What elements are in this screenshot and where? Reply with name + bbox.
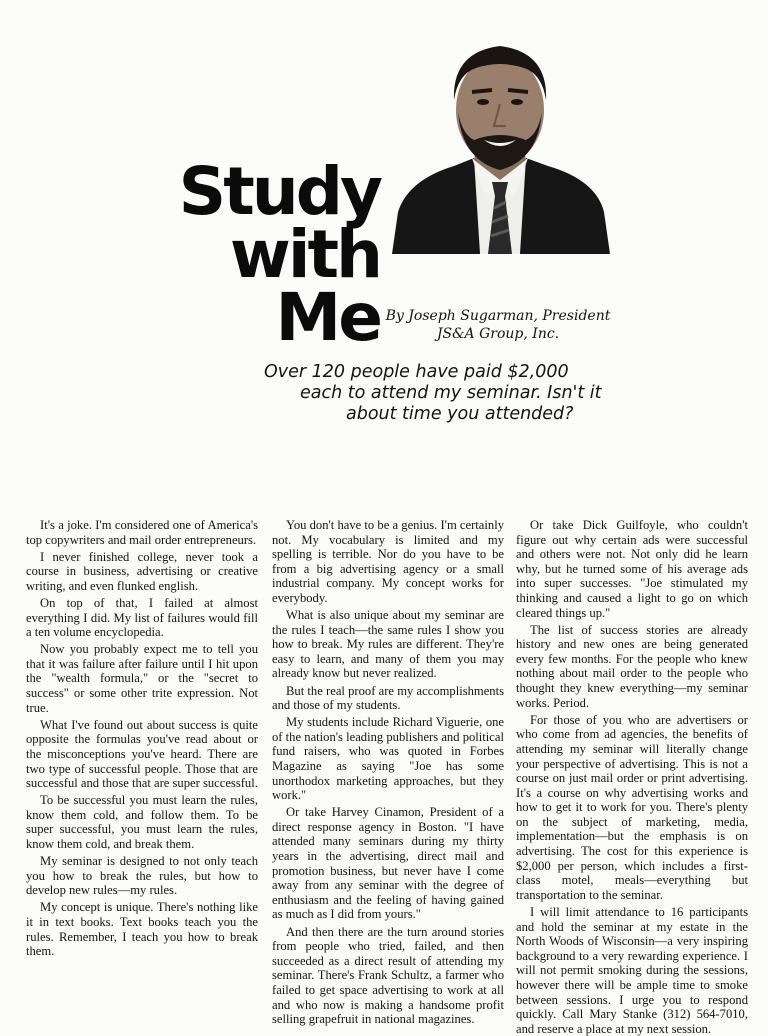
paragraph: But the real proof are my accomplishments and those of my students. xyxy=(272,683,504,713)
paragraph: I never finished college, never took a course in business, advertising or creative writing, and even flunked english. xyxy=(26,549,258,593)
paragraph: To be successful you must learn the rules, know them cold, and follow them. To be super successful, you must learn the rules, know them cold, and break them. xyxy=(26,793,258,851)
headline-line-1: Study xyxy=(178,153,380,230)
portrait-photo-icon xyxy=(392,30,610,254)
subheadline-line-3: about time you attended? xyxy=(346,404,574,424)
paragraph: It's a joke. I'm considered one of America's top copywriters and mail order entrepreneurs. xyxy=(26,518,258,547)
subheadline xyxy=(250,362,630,425)
paragraph: You don't have to be a genius. I'm certainly not. My vocabulary is limited and my spelling is terrible. Nor do you have to be from a big advertising agency or a small industrial company. My concept works for everybody. xyxy=(272,518,504,605)
paragraph: Or take Harvey Cinamon, President of a direct response agency in Boston. "I have attended many seminars during my thirty years in the advertising, direct mail and promotion business, but never have I come away from any seminar with the degree of enthusiasm and the feeling of having gained as much as I did from yours." xyxy=(272,805,504,922)
paragraph: The list of success stories are already history and new ones are being generated every few months. For the people who knew nothing about mail order to the people who thought they knew everything—my seminar works. Period. xyxy=(516,622,748,710)
paragraph: And then there are the turn around stories from people who tried, failed, and then succeeded as a direct result of attending my seminar. There's Frank Schultz, a farmer who failed to get space advertising to work at all and who now is making a handsome profit selling grapefruit in national magazines. xyxy=(272,924,504,1027)
paragraph: My seminar is designed to not only teach you how to break the rules, but how to develop new rules—my rules. xyxy=(26,854,258,898)
headline xyxy=(148,153,380,356)
paragraph: For those of you who are advertisers or who come from ad agencies, the benefits of attending my seminar will literally change your perspective of advertising. This is not a course on just mail order or print advertising. It's a course on why advertising works and how to get it to work for you. There's plenty on the subject of marketing, media, implementation—but the emphasis is on advertising. The cost for this experience is $2,000 per person, which includes a first-class motel, meals—everything but transportation to the seminar. xyxy=(516,712,748,902)
byline-company: JS&A Group, Inc. xyxy=(436,326,560,342)
byline-author: By Joseph Sugarman, President xyxy=(385,308,611,324)
headline-line-2: with xyxy=(229,216,380,293)
byline xyxy=(378,307,618,343)
paragraph: Now you probably expect me to tell you that it was failure after failure until I hit upon the "wealth formula," or the "secret to success" or some other trite expression. Not true. xyxy=(26,642,258,715)
body-column-2 xyxy=(272,518,504,1027)
paragraph: What I've found out about success is quite opposite the formulas you've read about or the misconceptions you've heard. There are two type of successful people. Those that are successful and those that are super successful. xyxy=(26,717,258,791)
subheadline-line-1: Over 120 people have paid $2,000 xyxy=(264,362,569,382)
subheadline-line-2: each to attend my seminar. Isn't it xyxy=(300,383,602,403)
paragraph: Or take Dick Guilfoyle, who couldn't figure out why certain ads were successful and others were not. Not only did he learn why, but he turned some of his average ads into super successes. "Joe stimulated my thinking and caused a light to go on which cleared things up." xyxy=(516,518,748,620)
paragraph: My students include Richard Viguerie, one of the nation's leading publishers and political fund raisers, who was quoted in Forbes Magazine as saying "Joe has some unorthodox marketing approaches, but they work." xyxy=(272,715,504,803)
headline-line-3: Me xyxy=(275,279,380,356)
body-column-1 xyxy=(26,518,258,1018)
paragraph: What is also unique about my seminar are the rules I teach—the same rules I show you how to break. My rules are different. They're easy to learn, and many of them you may already know but never realized. xyxy=(272,608,504,681)
paragraph: I will limit attendance to 16 participants and hold the seminar at my estate in the North Woods of Wisconsin—a very inspiring background to a very rewarding experience. I will not permit smoking during the sessions, however there will be ample time to smoke between sessions. I urge you to respond quickly. Call Mary Stanke (312) 564-7010, and reserve a place at my next session. xyxy=(516,904,748,1036)
paragraph: On top of that, I failed at almost everything I did. My list of failures would fill a ten volume encyclopedia. xyxy=(26,595,258,640)
body-column-3 xyxy=(516,518,748,1036)
paragraph: My concept is unique. There's nothing like it in text books. Text books teach you the rules. Remember, I teach you how to break them. xyxy=(26,900,258,959)
